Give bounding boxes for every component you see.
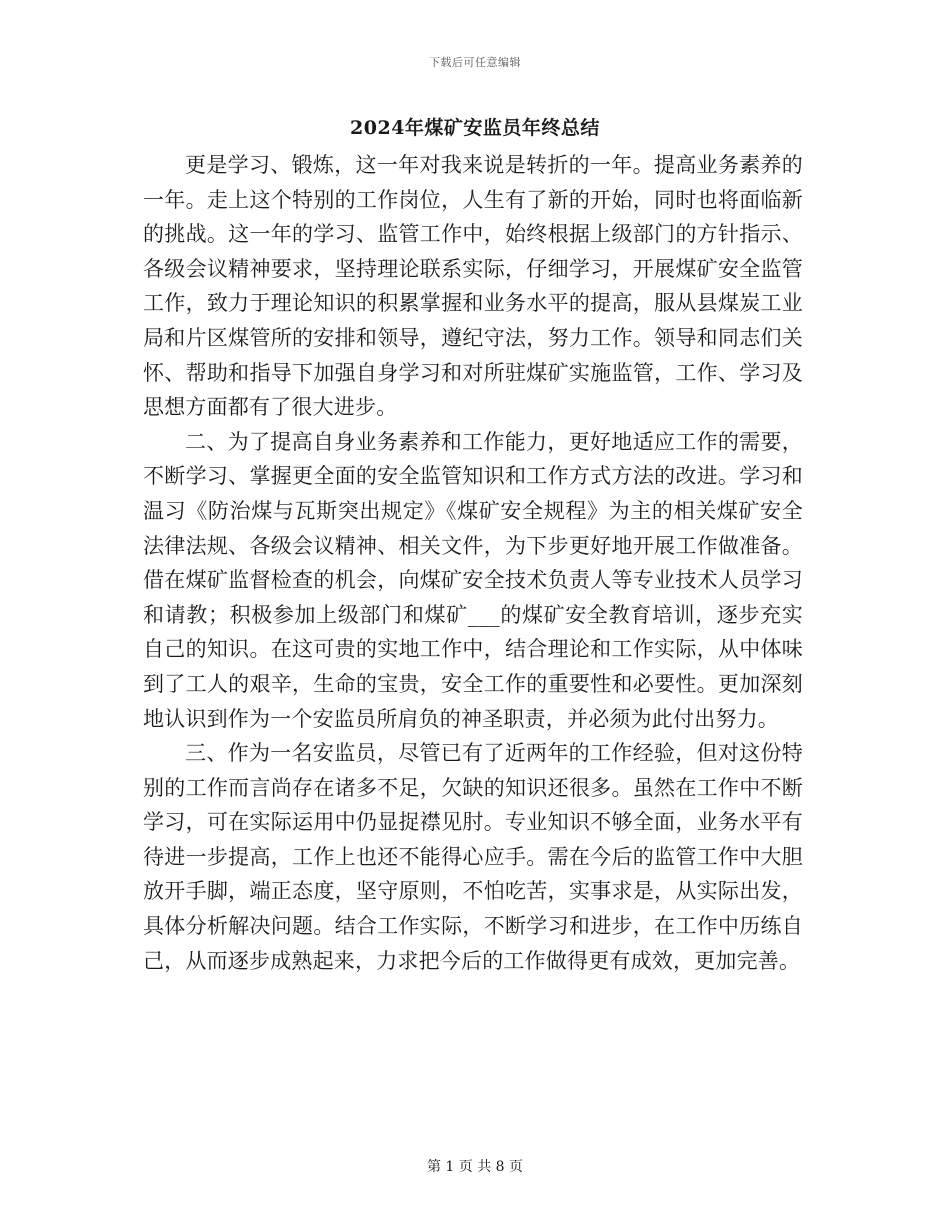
page-footer: 第 1 页 共 8 页 [426, 1159, 524, 1175]
header-note: 下载后可任意编辑 [429, 56, 521, 69]
document-body [143, 148, 803, 978]
document-title: 2024年煤矿安监员年终总结 [350, 117, 600, 139]
paragraph-2: 二、为了提高自身业务素养和工作能力，更好地适应工作的需要，不断学习、掌握更全面的安全监管知识和工作方式方法的改进。学习和温习《防治煤与瓦斯突出规定》《煤矿安全规程》为主的相关煤矿安全法律法规、各级会议精神、相关文件，为下步更好地开展工作做准备。借在煤矿监督检查的机会，向煤矿安全技术负责人等专业技术人员学习和请教；积极参加上级部门和煤矿___的煤矿安全教育培训，逐步充实自己的知识。在这可贵的实地工作中，结合理论和工作实际，从中体味到了工人的艰辛，生命的宝贵，安全工作的重要性和必要性。更加深刻地认识到作为一个安监员所肩负的神圣职责，并必须为此付出努力。 [143, 429, 803, 731]
paragraph-3: 三、作为一名安监员，尽管已有了近两年的工作经验，但对这份特别的工作而言尚存在诸多不足，欠缺的知识还很多。虽然在工作中不断学习，可在实际运用中仍显捉襟见肘。专业知识不够全面，业务水平有待进一步提高，工作上也还不能得心应手。需在今后的监管工作中大胆放开手脚，端正态度，坚守原则，不怕吃苦，实事求是，从实际出发，具体分析解决问题。结合工作实际，不断学习和进步，在工作中历练自己，从而逐步成熟起来，力求把今后的工作做得更有成效，更加完善。 [143, 741, 803, 973]
paragraph-1: 更是学习、锻炼，这一年对我来说是转折的一年。提高业务素养的一年。走上这个特别的工作岗位，人生有了新的开始，同时也将面临新的挑战。这一年的学习、监管工作中，始终根据上级部门的方针指示、各级会议精神要求，坚持理论联系实际，仔细学习，开展煤矿安全监管工作，致力于理论知识的积累掌握和业务水平的提高，服从县煤炭工业局和片区煤管所的安排和领导，遵纪守法，努力工作。领导和同志们关怀、帮助和指导下加强自身学习和对所驻煤矿实施监管，工作、学习及思想方面都有了很大进步。 [143, 153, 803, 420]
